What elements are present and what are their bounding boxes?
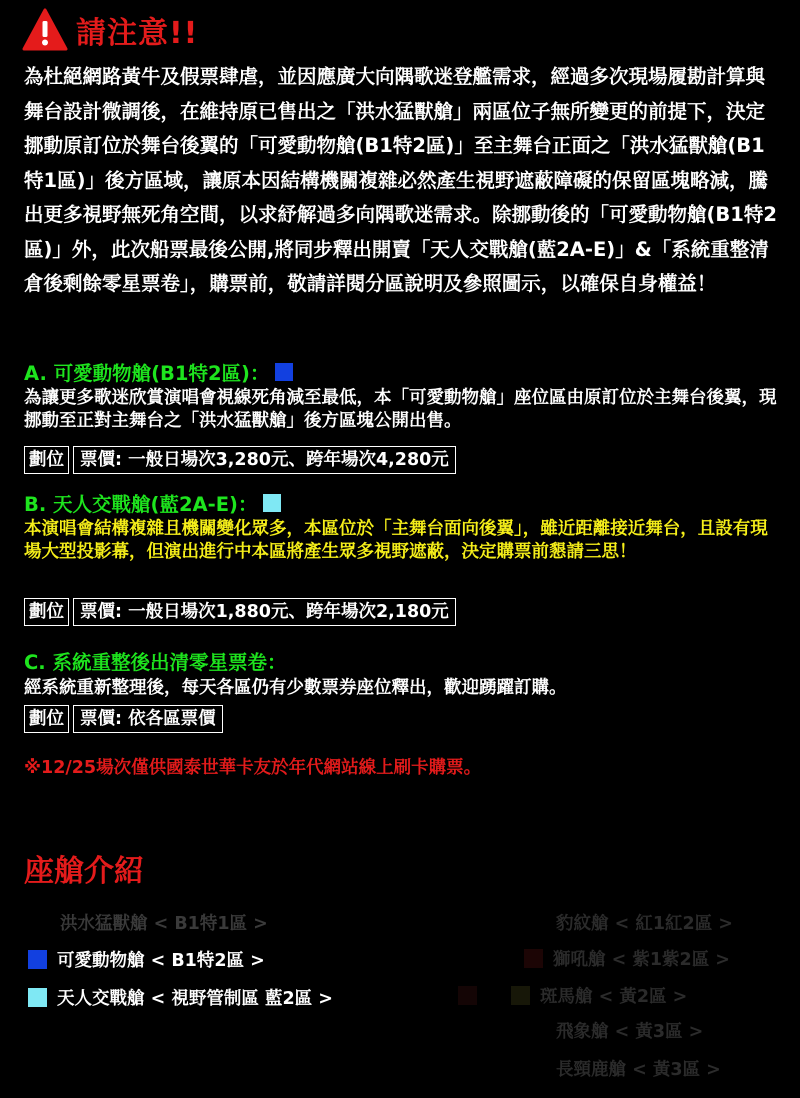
legend-label: 獅吼艙 < 紫1紫2區 > xyxy=(553,950,730,970)
payment-note: ※12/25場次僅供國泰世華卡友於年代網站線上刷卡購票。 xyxy=(24,758,482,778)
section-a-color-swatch xyxy=(275,363,293,381)
section-c-title-text: C. 系統重整後出清零星票卷： xyxy=(24,651,287,674)
section-b-title xyxy=(24,489,281,517)
section-a-price: 票價: 一般日場次3,280元、跨年場次4,280元 xyxy=(73,446,456,474)
legend-item-heaven-human xyxy=(28,985,333,1010)
section-c-seat-selection-button[interactable]: 劃位 xyxy=(24,705,69,733)
legend-color-chip xyxy=(28,988,47,1007)
section-c-price: 票價: 依各區票價 xyxy=(73,705,223,733)
legend-item-lion xyxy=(524,946,730,971)
warning-triangle-icon xyxy=(22,8,68,52)
legend-color-chip xyxy=(524,949,543,968)
legend-item-giraffe xyxy=(556,1056,721,1081)
seat-intro-heading: 座艙介紹 xyxy=(24,854,144,889)
section-b-price-row xyxy=(24,598,456,626)
legend-item-zebra xyxy=(458,983,687,1008)
section-a-title-text: A. 可愛動物艙(B1特2區)： xyxy=(24,362,270,385)
section-a-seat-selection-button[interactable]: 劃位 xyxy=(24,446,69,474)
legend-item-cute-animal xyxy=(28,947,265,972)
section-a-title xyxy=(24,358,293,386)
legend-label: 天人交戰艙 < 視野管制區 藍2區 > xyxy=(57,989,333,1009)
legend-item-leopard xyxy=(556,910,733,935)
legend-label: 可愛動物艙 < B1特2區 > xyxy=(57,951,265,971)
section-b-color-swatch xyxy=(263,494,281,512)
section-c-title xyxy=(24,647,287,675)
legend-label: 長頸鹿艙 < 黃3區 > xyxy=(556,1060,721,1080)
section-c-description: 經系統重新整理後，每天各區仍有少數票券座位釋出，歡迎踴躍訂購。 xyxy=(24,678,567,698)
legend-label: 斑馬艙 < 黃2區 > xyxy=(540,987,688,1007)
legend-color-chip xyxy=(511,986,530,1005)
legend-label: 洪水猛獸艙 < B1特1區 > xyxy=(60,914,268,934)
section-b-price: 票價: 一般日場次1,880元、跨年場次2,180元 xyxy=(73,598,456,626)
section-a-price-row xyxy=(24,446,456,474)
legend-label: 豹紋艙 < 紅1紅2區 > xyxy=(556,914,733,934)
section-a-description: 為讓更多歌迷欣賞演唱會視線死角減至最低，本「可愛動物艙」座位區由原訂位於主舞台後翼，現挪動至正對主舞台之「洪水猛獸艙」後方區塊公開出售。 xyxy=(24,388,777,431)
section-c-price-row xyxy=(24,705,223,733)
legend-item-flying-elephant xyxy=(556,1018,703,1043)
section-b-seat-selection-button[interactable]: 劃位 xyxy=(24,598,69,626)
intro-text: 為杜絕網路黃牛及假票肆虐，並因應廣大向隅歌迷登艦需求，經過多次現場履勘計算與舞台設計微調後，在維持原已售出之「洪水猛獸艙」兩區位子無所變更的前提下，決定挪動原訂位於舞台後翼的「可愛動物艙(B1特2區)」至主舞台正面之「洪水猛獸艙(B1特1區)」後方區域，讓原本因結構機關複雜必然產生視野遮蔽障礙的保留區塊略減，騰出更多視野無死角空間，以求紓解過多向隅歌迷需求。除挪動後的「可愛動物艙(B1特2區)」外，此次船票最後公開,將同步釋出開賣「天人交戰艙(藍2A-E)」&「系統重整清倉後剩餘零星票卷」，購票前，敬請詳閱分區說明及參照圖示，以確保自身權益！ xyxy=(24,65,777,295)
section-b-title-text: B. 天人交戰艙(藍2A-E)： xyxy=(24,493,258,516)
legend-color-chip xyxy=(28,950,47,969)
notice-title: 請注意!! xyxy=(76,16,199,51)
section-b-warning-description: 本演唱會結構複雜且機關變化眾多，本區位於「主舞台面向後翼」，雖近距離接近舞台，且設有現場大型投影幕，但演出進行中本區將產生眾多視野遮蔽，決定購票前懇請三思！ xyxy=(24,519,768,562)
legend-item-flood-beast xyxy=(60,910,268,935)
legend-color-chip xyxy=(458,986,477,1005)
legend-label: 飛象艙 < 黃3區 > xyxy=(556,1022,704,1042)
notice-header xyxy=(22,8,198,52)
